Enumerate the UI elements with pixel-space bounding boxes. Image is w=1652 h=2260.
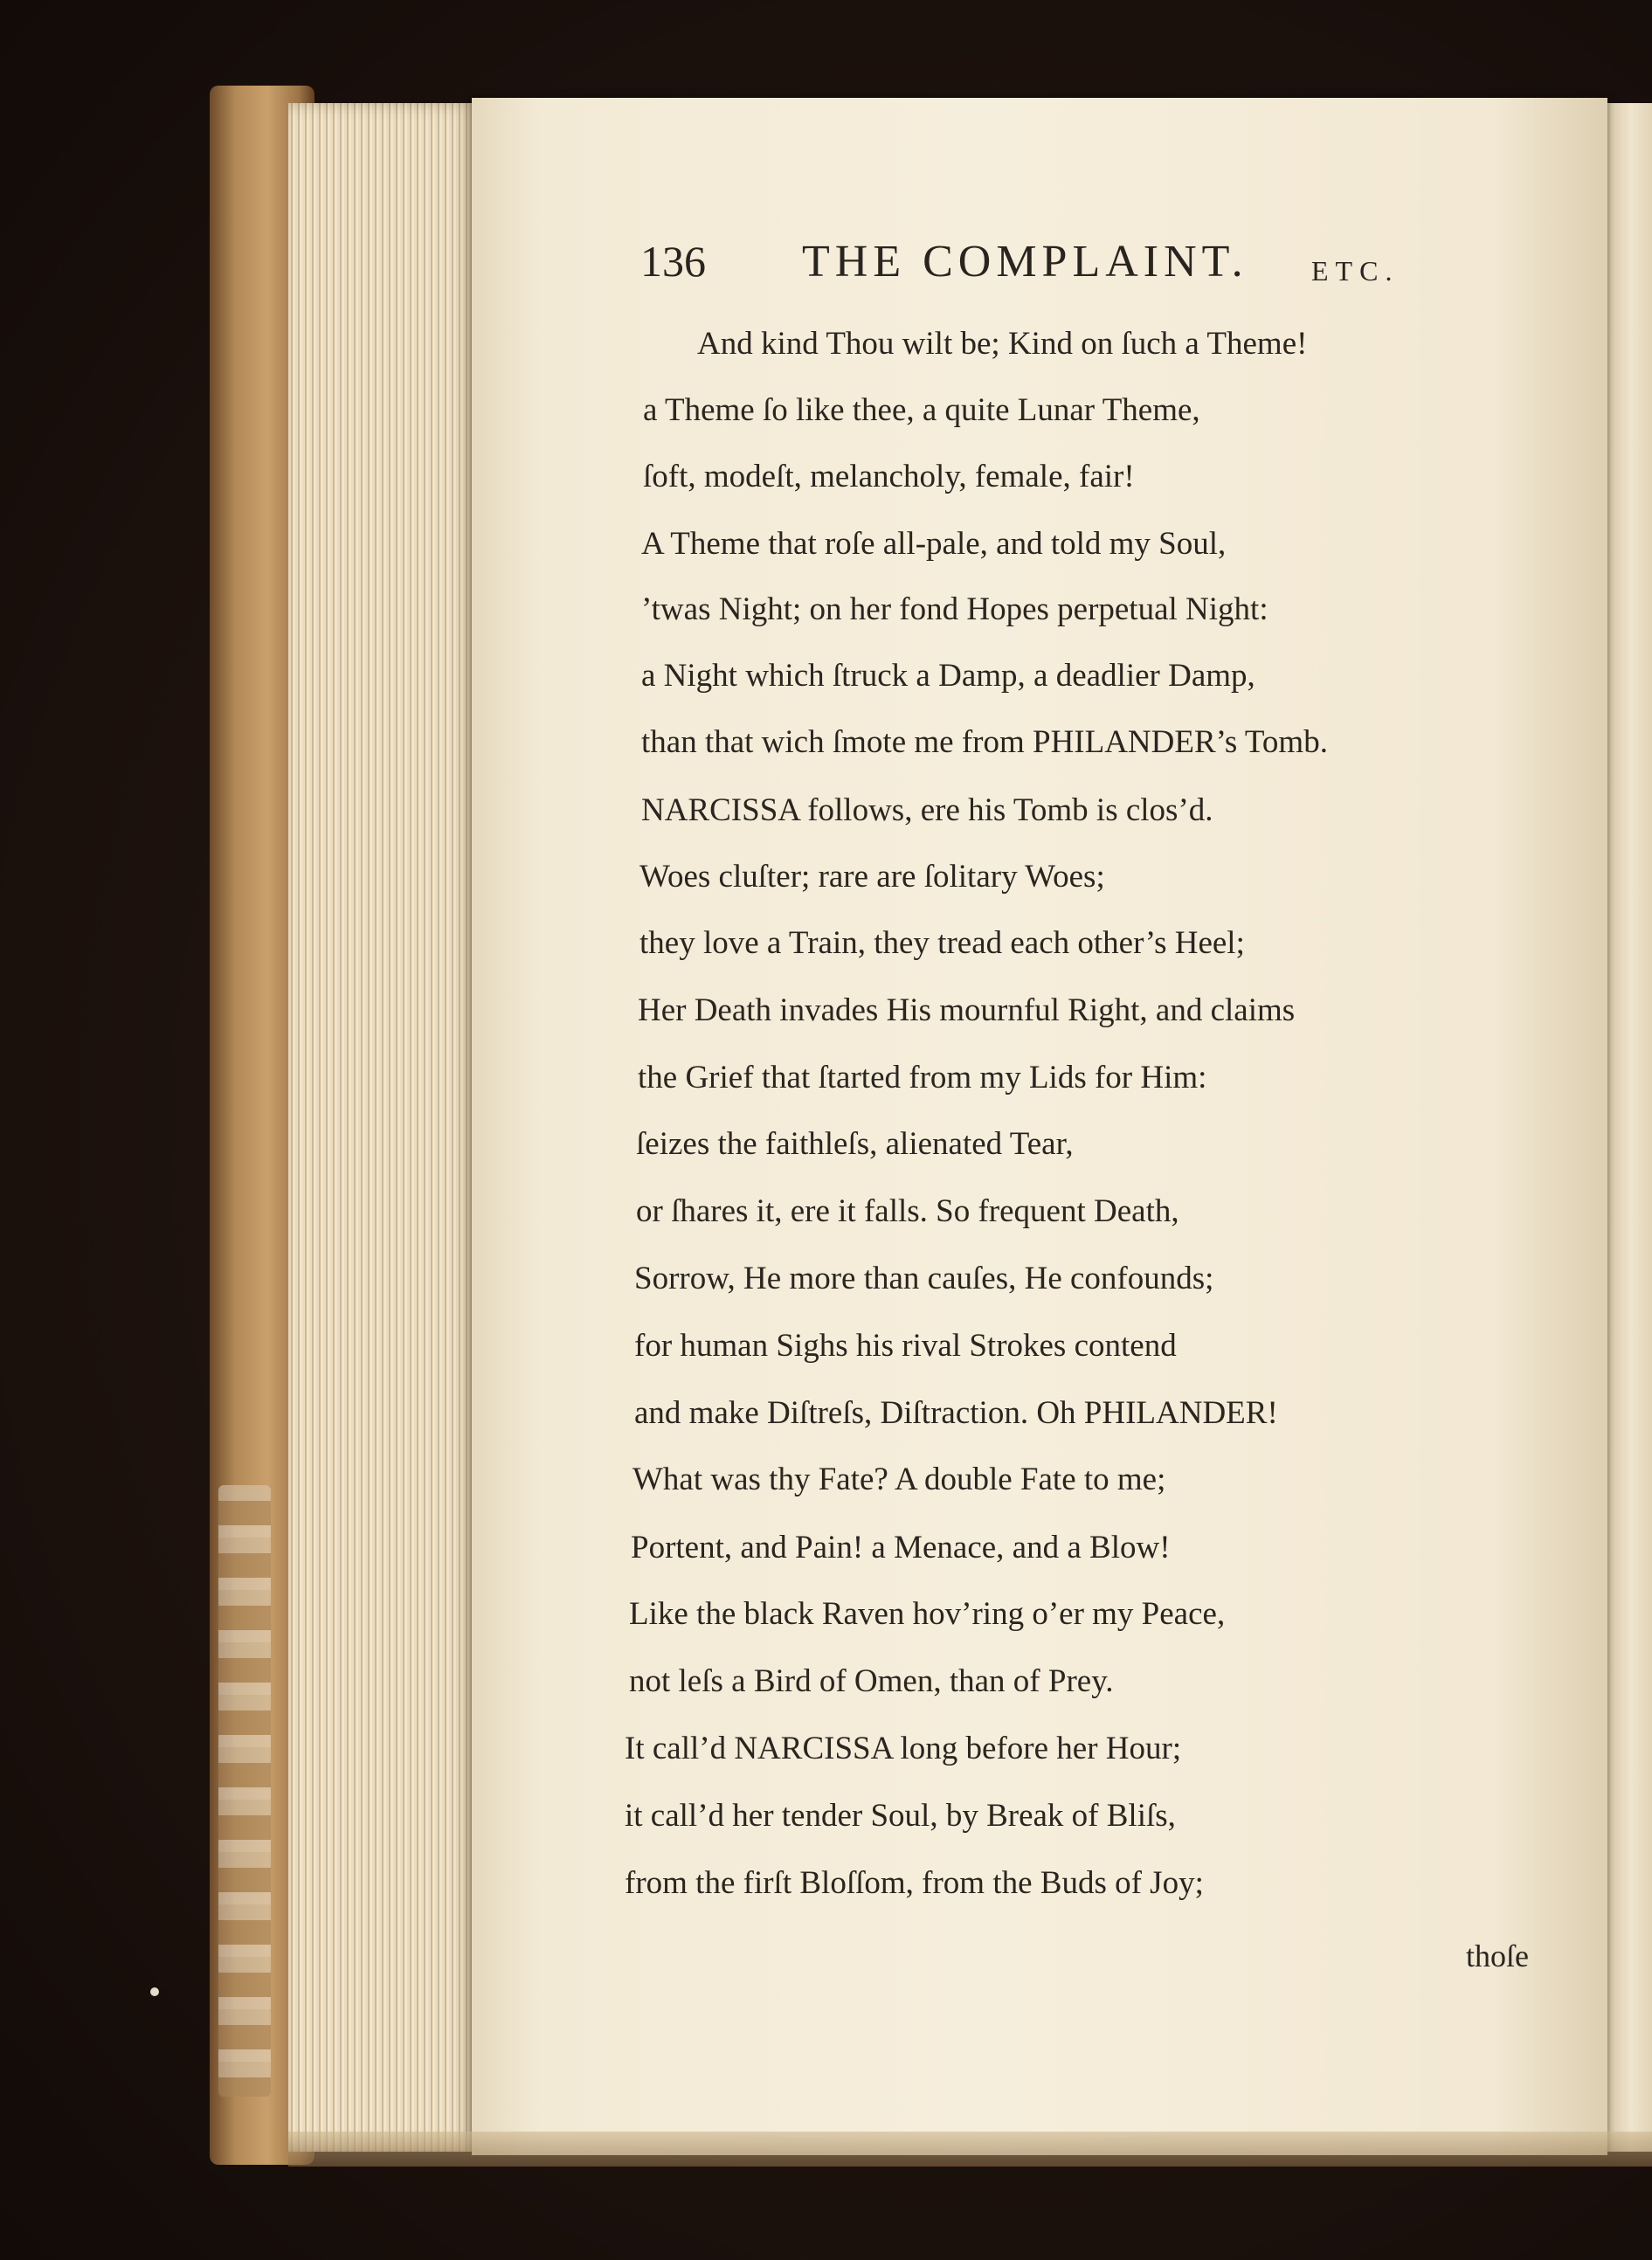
poem-line: NARCISSA follows, ere his Tomb is clos’d.	[641, 792, 1213, 828]
poem-line: and make Diſtreſs, Diſtraction. Oh PHILANDER!	[634, 1395, 1278, 1431]
poem-line: or ſhares it, ere it falls. So frequent Death,	[636, 1193, 1179, 1229]
book-bottom-edge	[288, 2132, 1652, 2167]
cover-wear	[218, 1485, 271, 2097]
poem-line: Sorrow, He more than cauſes, He confounds;	[634, 1261, 1214, 1296]
poem-line: Like the black Raven hov’ring o’er my Peace,	[629, 1596, 1226, 1632]
poem-line: a Theme ſo like thee, a quite Lunar Theme,	[643, 392, 1200, 428]
page-number: 136	[640, 237, 706, 286]
poem-line: A Theme that roſe all-pale, and told my Soul,	[641, 526, 1227, 562]
poem-line: the Grief that ſtarted from my Lids for Him:	[638, 1060, 1207, 1095]
running-title: THE COMPLAINT.	[802, 237, 1248, 287]
paper-speck	[150, 1987, 159, 1996]
poem-line: it call’d her tender Soul, by Break of Bliſs,	[625, 1798, 1176, 1834]
poem-line: ſoft, modeſt, melancholy, female, fair!	[643, 459, 1135, 494]
poem-line: ’twas Night; on her fond Hopes perpetual Night:	[641, 591, 1268, 627]
poem-line: from the firſt Bloſſom, from the Buds of Joy;	[625, 1865, 1204, 1901]
poem-line: Her Death invades His mournful Right, and claims	[638, 992, 1296, 1028]
poem-line: for human Sighs his rival Strokes contend	[634, 1328, 1177, 1364]
poem-line: ſeizes the faithleſs, alienated Tear,	[636, 1126, 1074, 1162]
poem-line: they love a Train, they tread each other’s Heel;	[639, 925, 1245, 961]
page-header	[640, 229, 1427, 308]
poem-line: What was thy Fate? A double Fate to me;	[632, 1462, 1166, 1497]
poem-line: It call’d NARCISSA long before her Hour;	[625, 1731, 1182, 1766]
poem-line: than that wich ſmote me from PHILANDER’s Tomb.	[641, 724, 1328, 760]
poem-line: a Night which ſtruck a Damp, a deadlier Damp,	[641, 658, 1255, 694]
poem-line: Portent, and Pain! a Menace, and a Blow!	[631, 1530, 1171, 1565]
catchword: thoſe	[1466, 1939, 1529, 1973]
running-title-suffix: ETC.	[1311, 255, 1400, 287]
poem-line: And kind Thou wilt be; Kind on ſuch a Theme!	[697, 326, 1308, 362]
poem-line: Woes cluſter; rare are ſolitary Woes;	[639, 859, 1105, 895]
poem-line: not leſs a Bird of Omen, than of Prey.	[629, 1663, 1114, 1699]
page-edges	[288, 103, 476, 2152]
